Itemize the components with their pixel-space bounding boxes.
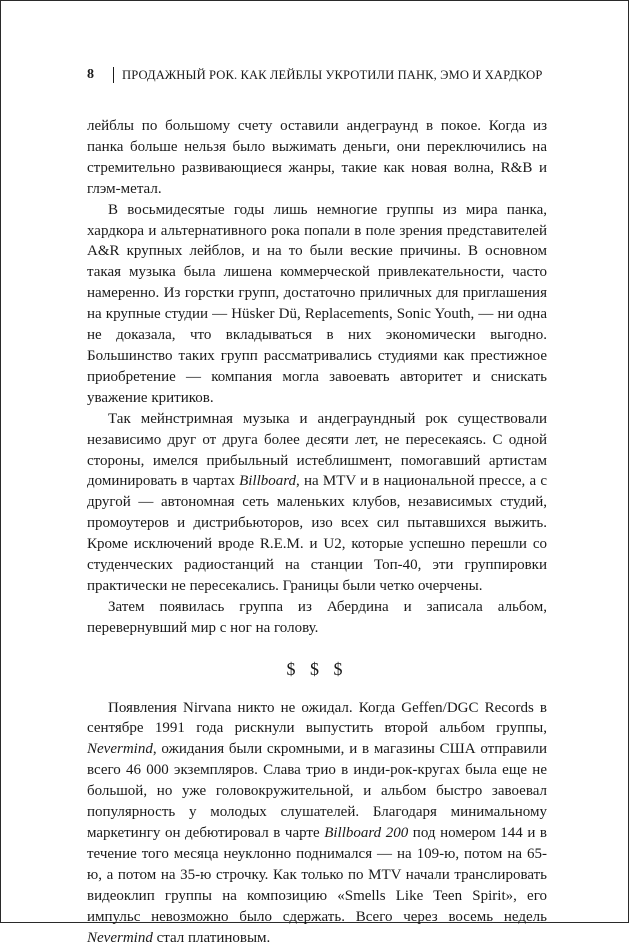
italic-title: Billboard (239, 473, 297, 490)
text-run: Так мейнстримная музыка и андеграундный рок существовали независимо друг от друга более десяти лет, не пересекаясь. С одной стороны, имелся прибыльный истеблишмент, помогавший артистам доминировать в чартах (87, 410, 547, 490)
paragraph (87, 409, 547, 597)
italic-title: Nevermind (87, 929, 153, 946)
text-run: Появления Nirvana никто не ожидал. Когда Geffen/DGC Records в сентябре 1991 года рискнули выпустить второй альбом группы, (87, 699, 547, 737)
chapter-title: ПРОДАЖНЫЙ РОК. КАК ЛЕЙБЛЫ УКРОТИЛИ ПАНК, ЭМО И ХАРДКОР (122, 67, 543, 82)
italic-title: Billboard 200 (324, 825, 409, 841)
paragraph (87, 698, 547, 948)
italic-title: Nevermind (87, 741, 153, 758)
paragraph: В восьмидесятые годы лишь немногие группы из мира панка, хардкора и альтернативного рока попали в поле зрения представителей A&R крупных лейблов, и на то были веские причины. В основном такая музыка была лишена коммерческой привлекательности, часто намеренно. Из горстки групп, достаточно приличных для приглашения на крупные студии — Hüsker Dü, Replacements, Sonic Youth, — ни одна не доказала, что вкладываться в них экономически выгодно. Большинство таких групп рассматривались студиями как престижное приобретение — компания могла завоевать авторитет и снискать уважение критиков. (87, 201, 547, 406)
paragraph: Затем появилась группа из Абердина и записала альбом, перевернувший мир с ног на голову. (87, 598, 547, 636)
header-divider (113, 67, 114, 83)
text-run: , ожидания были скромными, и в магазины США отправили всего 46 000 экземпляров. Слава трио в инди-рок-кругах была еще не большой, но уже головокружительной, и альбом быстро завоевал популярность у молодых слушателей. Благодаря минимальному маркетингу он дебютировал в чарте (87, 741, 547, 841)
section-separator: $ $ $ (286, 658, 348, 679)
running-header (87, 67, 547, 83)
paragraph: лейблы по большому счету оставили андеграунд в покое. Когда из панка больше нельзя было выжимать деньги, они переключились на стремительно развивающиеся жанры, такие как новая волна, R&B и глэм-метал. (87, 118, 547, 197)
text-run: под номером 144 и в течение того месяца неуклонно поднимался — на 109-ю, потом на 65-ю, а потом на 35-ю строчку. Как только по MTV начали транслировать видеоклип группы на композицию «Smells Like Teen Spirit», его импульс невозможно было сдержать. Всего через восемь недель (87, 825, 547, 925)
text-run: стал платиновым. (152, 929, 271, 946)
body-text (87, 116, 547, 948)
text-run: , на MTV и в национальной прессе, а с другой — автономная сеть маленьких клубов, независимых студий, промоутеров и дистрибьюторов, изо всех сил пытавшихся выжить. Кроме исключений вроде R.E.M. и U2, которые успешно перешли со студенческих радиостанций на станции Топ-40, эти группировки практически не пересекались. Границы были четко очерчены. (87, 473, 548, 594)
page-number: 8 (87, 67, 95, 82)
